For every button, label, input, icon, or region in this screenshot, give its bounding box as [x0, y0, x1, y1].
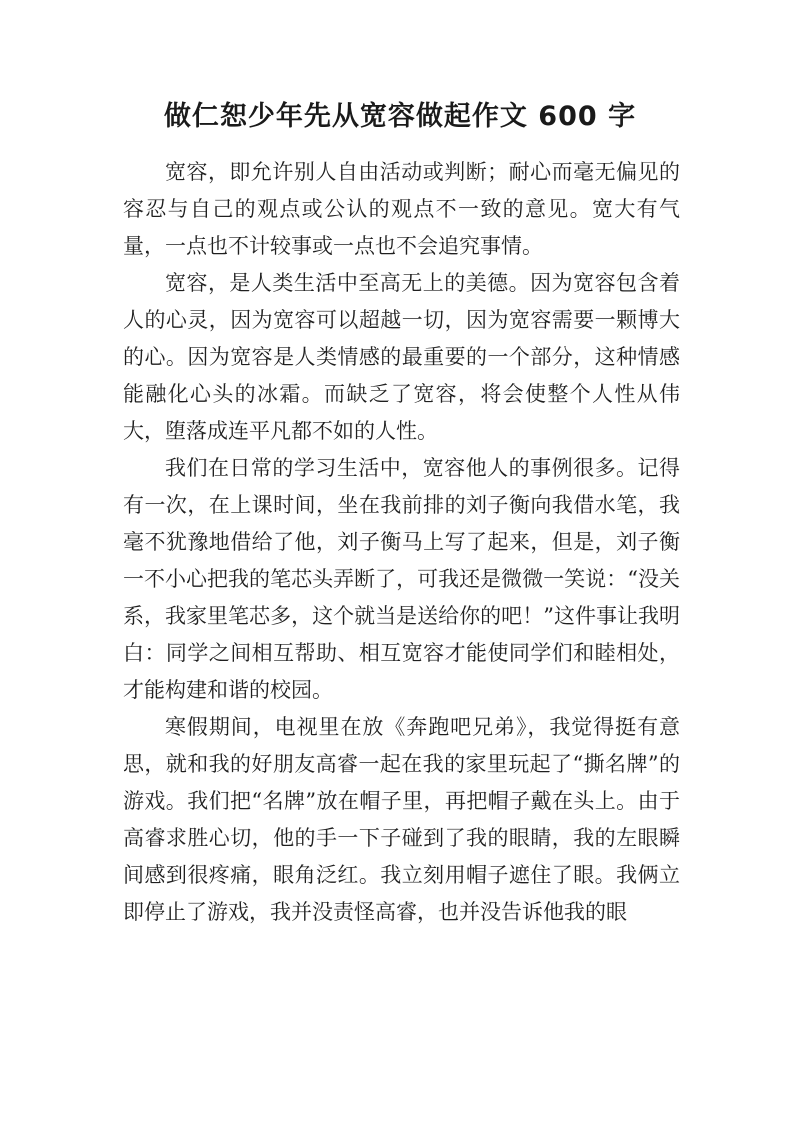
paragraph-1: 宽容，即允许别人自由活动或判断；耐心而毫无偏见的容忍与自己的观点或公认的观点不一致的意见。宽大有气量，一点也不计较事或一点也不会追究事情。 — [123, 160, 680, 258]
paragraph-2: 宽容，是人类生活中至高无上的美德。因为宽容包含着人的心灵，因为宽容可以超越一切，因为宽容需要一颗博大的心。因为宽容是人类情感的最重要的一个部分，这种情感能融化心头的冰霜。而缺乏了宽容，将会使整个人性从伟大，堕落成连平凡都不如的人性。 — [123, 271, 680, 443]
paragraph-3: 我们在日常的学习生活中，宽容他人的事例很多。记得有一次，在上课时间，坐在我前排的刘子衡向我借水笔，我毫不犹豫地借给了他，刘子衡马上写了起来，但是，刘子衡一不小心把我的笔芯头弄断了，可我还是微微一笑说：“没关系，我家里笔芯多，这个就当是送给你的吧！”这件事让我明白：同学之间相互帮助、相互宽容才能使同学们和睦相处，才能构建和谐的校园。 — [123, 456, 680, 702]
page-title: 做仁恕少年先从宽容做起作文 600 字 — [163, 101, 637, 132]
essay-body — [123, 154, 680, 931]
paragraph-4: 寒假期间，电视里在放《奔跑吧兄弟》，我觉得挺有意思，就和我的好朋友高睿一起在我的家里玩起了“撕名牌”的游戏。我们把“名牌”放在帽子里，再把帽子戴在头上。由于高睿求胜心切，他的手一下子碰到了我的眼睛，我的左眼瞬间感到很疼痛，眼角泛红。我立刻用帽子遮住了眼。我俩立即停止了游戏，我并没责怪高睿，也并没告诉他我的眼 — [123, 715, 680, 924]
